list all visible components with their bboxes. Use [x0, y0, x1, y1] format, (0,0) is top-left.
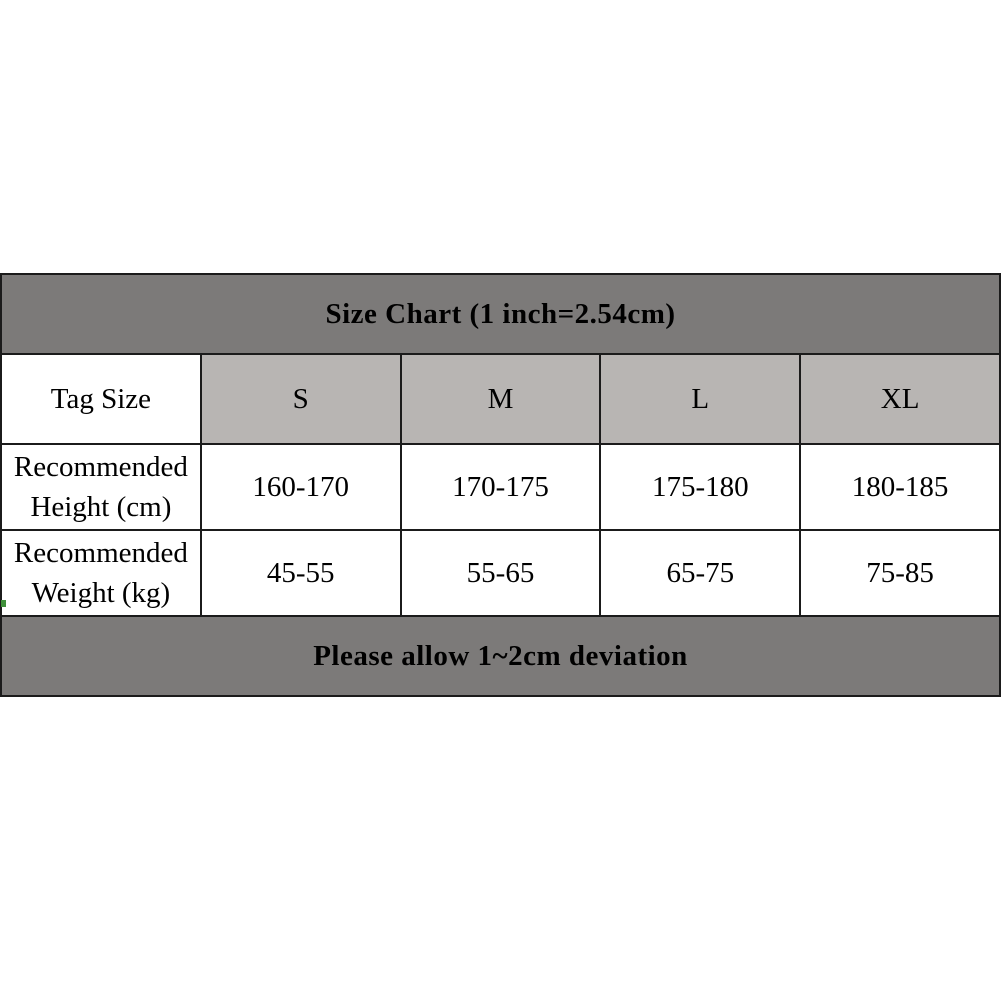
cell-height-l: 175-180	[600, 444, 800, 530]
cell-weight-l: 65-75	[600, 530, 800, 616]
green-speck-artifact	[1, 600, 6, 607]
column-header-xl: XL	[800, 354, 1000, 444]
row-label-height-line1: Recommended	[13, 451, 188, 483]
row-label-height	[1, 444, 201, 530]
row-label-weight-line1: Recommended	[13, 537, 188, 569]
deviation-note: Please allow 1~2cm deviation	[1, 616, 1000, 696]
cell-weight-s: 45-55	[201, 530, 401, 616]
row-label-weight-line2: Weight (kg)	[31, 577, 171, 609]
table-row-title	[1, 274, 1000, 354]
cell-height-s: 160-170	[201, 444, 401, 530]
column-header-s: S	[201, 354, 401, 444]
cell-weight-m: 55-65	[401, 530, 601, 616]
column-header-l: L	[600, 354, 800, 444]
size-chart-container	[0, 273, 1001, 697]
table-row-footer	[1, 616, 1000, 696]
table-row	[1, 444, 1000, 530]
size-chart-table	[0, 273, 1001, 697]
cell-height-m: 170-175	[401, 444, 601, 530]
table-row	[1, 530, 1000, 616]
column-header-m: M	[401, 354, 601, 444]
cell-weight-xl: 75-85	[800, 530, 1000, 616]
cell-height-xl: 180-185	[800, 444, 1000, 530]
column-header-tag-size: Tag Size	[1, 354, 201, 444]
row-label-weight	[1, 530, 201, 616]
chart-title: Size Chart (1 inch=2.54cm)	[1, 274, 1000, 354]
row-label-height-line2: Height (cm)	[30, 491, 172, 523]
table-row-header	[1, 354, 1000, 444]
